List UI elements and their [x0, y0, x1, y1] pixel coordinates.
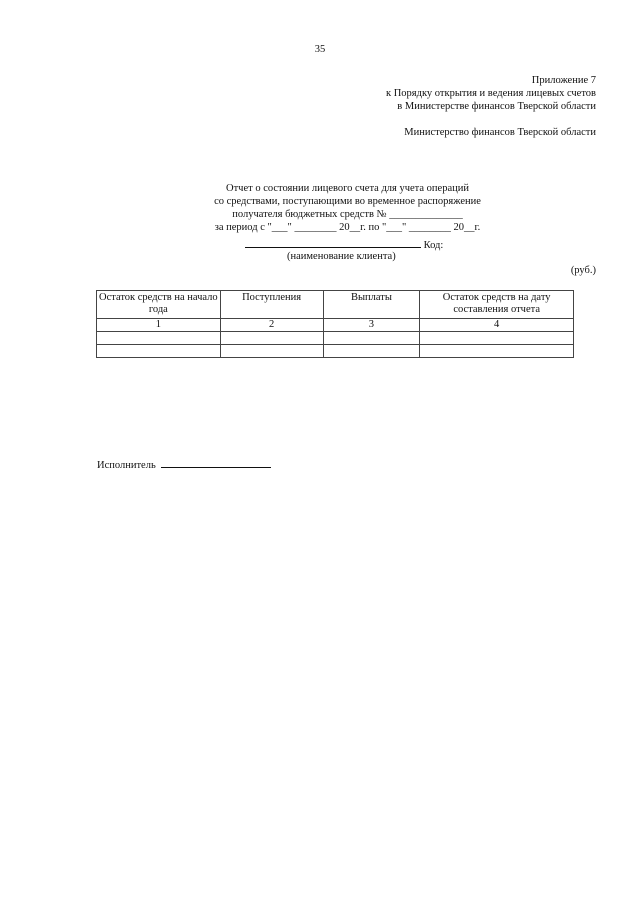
- appendix-title: Приложение 7: [531, 75, 596, 86]
- header-payments: Выплаты: [323, 291, 420, 319]
- table-cell: [420, 345, 574, 358]
- report-title-line-3: получателя бюджетных средств № ______________: [232, 209, 463, 220]
- report-title: [0, 182, 640, 234]
- appendix-reference: [386, 74, 596, 113]
- client-name-caption: (наименование клиента): [287, 251, 396, 262]
- table-cell: [220, 345, 323, 358]
- client-code-label: Код:: [423, 240, 444, 251]
- page-number: 35: [314, 44, 326, 55]
- currency-unit: (руб.): [570, 265, 596, 276]
- table-row: [97, 345, 574, 358]
- header-receipts: Поступления: [220, 291, 323, 319]
- table-header-row: [97, 291, 574, 319]
- table-cell: [220, 332, 323, 345]
- table-cell: [420, 332, 574, 345]
- report-title-line-2: со средствами, поступающими во временное распоряжение: [214, 196, 481, 207]
- executor-label: Исполнитель: [97, 460, 156, 471]
- table-row: [97, 332, 574, 345]
- report-title-line-1: Отчет о состоянии лицевого счета для учета операций: [226, 183, 469, 194]
- appendix-ministry-ref: в Министерстве финансов Тверской области: [397, 101, 596, 112]
- executor-signature-blank: [161, 457, 271, 468]
- table-column-numbers-row: [97, 319, 574, 332]
- client-name-blank: [245, 237, 421, 248]
- table-cell: [97, 345, 221, 358]
- header-closing-balance: Остаток средств на дату составления отчета: [420, 291, 574, 319]
- executor-signature-line: [97, 457, 271, 473]
- appendix-order-ref: к Порядку открытия и ведения лицевых счетов: [385, 88, 596, 99]
- column-number: 4: [420, 319, 574, 332]
- account-status-table: [96, 290, 574, 358]
- column-number: 2: [220, 319, 323, 332]
- table-cell: [97, 332, 221, 345]
- ministry-name: Министерство финансов Тверской области: [404, 127, 596, 138]
- table-cell: [323, 332, 420, 345]
- header-opening-balance: Остаток средств на начало года: [97, 291, 221, 319]
- report-period: за период с "___" ________ 20__г. по "___" ________ 20__г.: [214, 222, 481, 233]
- column-number: 3: [323, 319, 420, 332]
- table-cell: [323, 345, 420, 358]
- column-number: 1: [97, 319, 221, 332]
